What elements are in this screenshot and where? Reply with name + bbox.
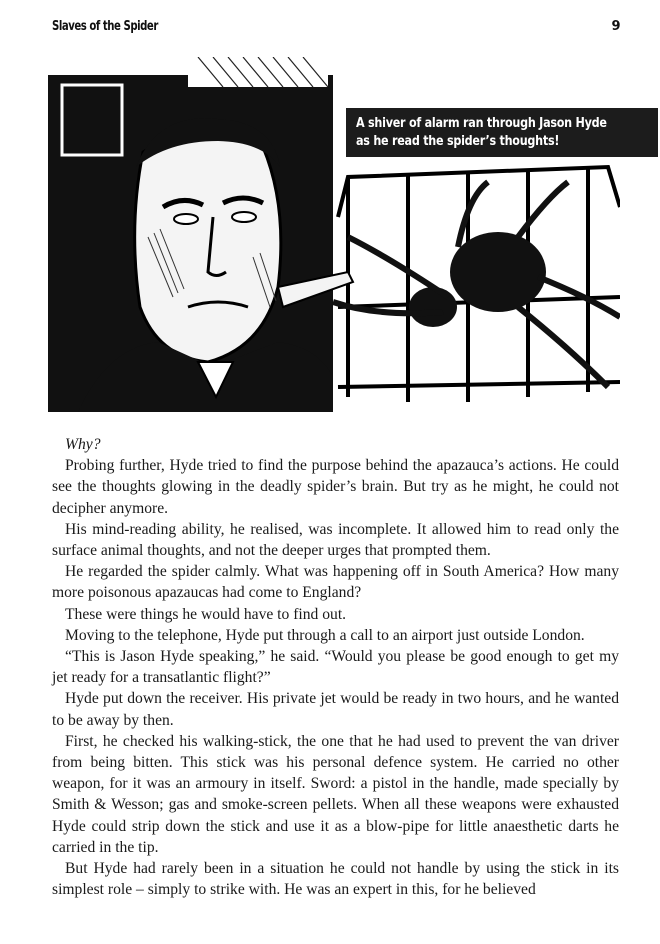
left-eye	[174, 214, 198, 224]
caption-line-1: A shiver of alarm ran through Jason Hyde	[356, 116, 607, 131]
caption-line-2: as he read the spider’s thoughts!	[356, 134, 560, 149]
paragraph: These were things he would have to find out.	[65, 605, 347, 623]
paragraph: Hyde put down the receiver. His private jet would be ready in two hours, and he wanted to be away by then.	[52, 690, 619, 729]
body-text	[52, 434, 619, 900]
page-number: 9	[611, 19, 620, 34]
illustration-caption	[346, 108, 658, 157]
running-header	[52, 19, 620, 37]
paragraph: He regarded the spider calmly. What was happening off in South America? How many more poisonous apazaucas had come to England?	[52, 563, 619, 602]
paragraph: Moving to the telephone, Hyde put through a call to an airport just outside London.	[65, 626, 585, 644]
paragraph: His mind-reading ability, he realised, was incomplete. It allowed him to read only the surface animal thoughts, and not the deeper urges that prompted them.	[52, 520, 619, 560]
right-eye	[232, 212, 256, 222]
book-title: Slaves of the Spider	[52, 19, 158, 34]
paragraph: But Hyde had rarely been in a situation he could not handle by using the stick in its simplest role – simply to strike with. He was an expert in this, for he believed	[52, 860, 619, 899]
paragraph: First, he checked his walking-stick, the one that he had used to prevent the van driver from being bitten. This stick was his personal defence system. He carried no other weapon, for it was an armoury in itself. Sword: a pistol in the handle, made specially by Smith & Wesson; gas and smoke-screen pellets. When all these weapons were exhausted Hyde could strip down the stick and use it as a blow-pipe for little anaesthetic darts he carried in the tip.	[52, 732, 619, 856]
paragraph: “This is Jason Hyde speaking,” he said. “Would you please be good enough to get my jet ready for a transatlantic flight?”	[52, 648, 619, 687]
paragraph: Why?	[65, 436, 101, 453]
paragraph: Probing further, Hyde tried to find the purpose behind the apazauca’s actions. He could see the thoughts glowing in the deadly spider’s brain. But try as he might, he could not decipher anymore.	[52, 457, 619, 517]
man-face	[135, 133, 281, 362]
